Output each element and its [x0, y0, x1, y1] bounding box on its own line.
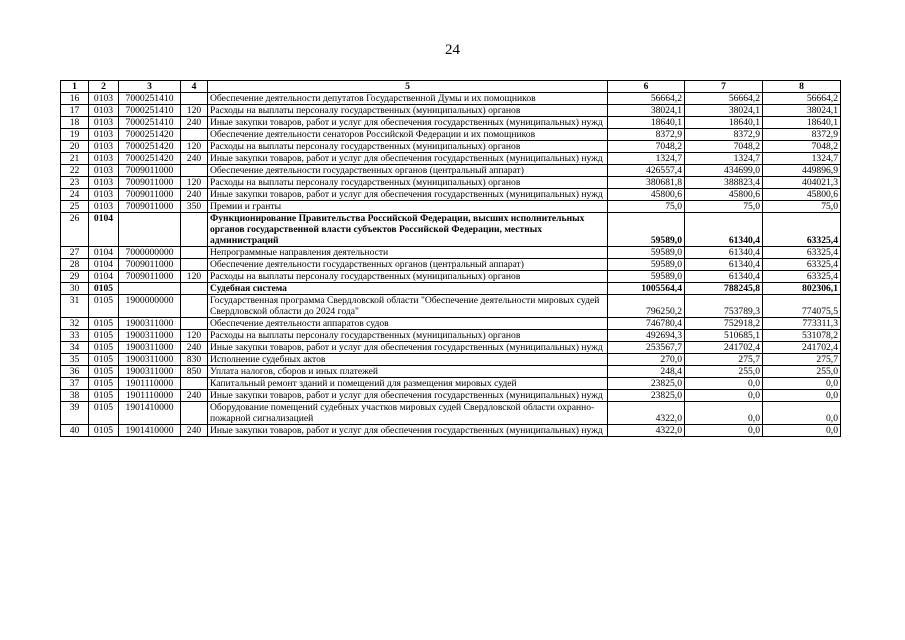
target-code: 1901110000: [119, 390, 181, 402]
table-row: [61, 390, 841, 402]
col-header: 5: [208, 81, 608, 93]
value-col6: 23825,0: [608, 390, 685, 402]
value-col6: 1005564,4: [608, 283, 685, 295]
item-name: Обеспечение деятельности депутатов Государственной Думы и их помощников: [208, 93, 608, 105]
table-row: [61, 330, 841, 342]
value-col6: 253567,7: [608, 342, 685, 354]
table-row: [61, 105, 841, 117]
target-code: 7009011000: [119, 271, 181, 283]
col-header: 3: [119, 81, 181, 93]
expense-type-code: 240: [181, 425, 208, 437]
section-code: 0105: [89, 366, 119, 378]
section-code: 0105: [89, 378, 119, 390]
value-col8: 63325,4: [763, 247, 841, 259]
value-col8: 38024,1: [763, 105, 841, 117]
target-code: 7000000000: [119, 247, 181, 259]
item-name: Обеспечение деятельности государственных органов (центральный аппарат): [208, 165, 608, 177]
table-row: [61, 213, 841, 247]
expense-type-code: 120: [181, 141, 208, 153]
item-name: Уплата налогов, сборов и иных платежей: [208, 366, 608, 378]
col-header: 4: [181, 81, 208, 93]
row-number: 19: [61, 129, 89, 141]
value-col8: 255,0: [763, 366, 841, 378]
header-row: [61, 81, 841, 93]
value-col7: 255,0: [685, 366, 763, 378]
value-col8: 1324,7: [763, 153, 841, 165]
expense-type-code: 240: [181, 390, 208, 402]
value-col7: 388823,4: [685, 177, 763, 189]
item-name: Оборудование помещений судебных участков мировых судей Свердловской области охранно-пожарной сигнализацией: [208, 402, 608, 425]
section-code: 0103: [89, 105, 119, 117]
target-code: [119, 283, 181, 295]
row-number: 28: [61, 259, 89, 271]
target-code: 7009011000: [119, 177, 181, 189]
section-code: 0105: [89, 342, 119, 354]
value-col7: 56664,2: [685, 93, 763, 105]
item-name: Иные закупки товаров, работ и услуг для обеспечения государственных (муниципальных) нужд: [208, 342, 608, 354]
target-code: 7009011000: [119, 165, 181, 177]
expense-type-code: [181, 93, 208, 105]
section-code: 0103: [89, 117, 119, 129]
row-number: 34: [61, 342, 89, 354]
row-number: 40: [61, 425, 89, 437]
row-number: 39: [61, 402, 89, 425]
expense-type-code: 120: [181, 271, 208, 283]
table-row: [61, 117, 841, 129]
expense-type-code: 850: [181, 366, 208, 378]
row-number: 31: [61, 295, 89, 318]
value-col6: 23825,0: [608, 378, 685, 390]
table-row: [61, 283, 841, 295]
value-col8: 773311,3: [763, 318, 841, 330]
section-code: 0105: [89, 318, 119, 330]
value-col8: 774075,5: [763, 295, 841, 318]
table-row: [61, 153, 841, 165]
table-row: [61, 259, 841, 271]
section-code: 0103: [89, 177, 119, 189]
value-col8: 0,0: [763, 402, 841, 425]
value-col6: 796250,2: [608, 295, 685, 318]
col-header: 8: [763, 81, 841, 93]
section-code: 0103: [89, 153, 119, 165]
target-code: 1901410000: [119, 402, 181, 425]
target-code: 7009011000: [119, 201, 181, 213]
section-code: 0104: [89, 247, 119, 259]
table-row: [61, 342, 841, 354]
section-code: 0105: [89, 283, 119, 295]
table-row: [61, 201, 841, 213]
target-code: 1901110000: [119, 378, 181, 390]
row-number: 24: [61, 189, 89, 201]
expense-type-code: [181, 283, 208, 295]
expense-type-code: 350: [181, 201, 208, 213]
item-name: Судебная система: [208, 283, 608, 295]
col-header: 7: [685, 81, 763, 93]
value-col7: 61340,4: [685, 213, 763, 247]
section-code: 0104: [89, 213, 119, 247]
target-code: 7000251420: [119, 141, 181, 153]
target-code: 1900311000: [119, 342, 181, 354]
value-col7: 7048,2: [685, 141, 763, 153]
value-col6: 59589,0: [608, 213, 685, 247]
value-col7: 75,0: [685, 201, 763, 213]
value-col6: 8372,9: [608, 129, 685, 141]
value-col7: 61340,4: [685, 259, 763, 271]
value-col7: 434699,0: [685, 165, 763, 177]
value-col7: 38024,1: [685, 105, 763, 117]
expense-type-code: [181, 165, 208, 177]
section-code: 0104: [89, 271, 119, 283]
item-name: Расходы на выплаты персоналу государственных (муниципальных) органов: [208, 271, 608, 283]
expense-type-code: 120: [181, 330, 208, 342]
expense-type-code: [181, 129, 208, 141]
table-row: [61, 402, 841, 425]
target-code: 7000251410: [119, 117, 181, 129]
target-code: 1900311000: [119, 366, 181, 378]
section-code: 0105: [89, 354, 119, 366]
row-number: 36: [61, 366, 89, 378]
col-header: 2: [89, 81, 119, 93]
value-col7: 753789,3: [685, 295, 763, 318]
table-row: [61, 189, 841, 201]
expense-type-code: 240: [181, 189, 208, 201]
table-row: [61, 271, 841, 283]
section-code: 0105: [89, 295, 119, 318]
target-code: 7000251410: [119, 93, 181, 105]
item-name: Расходы на выплаты персоналу государственных (муниципальных) органов: [208, 105, 608, 117]
value-col8: 63325,4: [763, 259, 841, 271]
expense-type-code: 240: [181, 342, 208, 354]
value-col8: 56664,2: [763, 93, 841, 105]
value-col8: 0,0: [763, 390, 841, 402]
item-name: Непрограммные направления деятельности: [208, 247, 608, 259]
item-name: Государственная программа Свердловской области "Обеспечение деятельности мировых судей Свердловской области до 2024 года": [208, 295, 608, 318]
value-col8: 449896,9: [763, 165, 841, 177]
value-col6: 492694,3: [608, 330, 685, 342]
expense-type-code: 830: [181, 354, 208, 366]
row-number: 30: [61, 283, 89, 295]
row-number: 33: [61, 330, 89, 342]
item-name: Обеспечение деятельности сенаторов Российской Федерации и их помощников: [208, 129, 608, 141]
value-col6: 248,4: [608, 366, 685, 378]
value-col7: 0,0: [685, 378, 763, 390]
value-col8: 404021,3: [763, 177, 841, 189]
item-name: Расходы на выплаты персоналу государственных (муниципальных) органов: [208, 177, 608, 189]
row-number: 20: [61, 141, 89, 153]
table-row: [61, 141, 841, 153]
value-col7: 275,7: [685, 354, 763, 366]
item-name: Капитальный ремонт зданий и помещений для размещения мировых судей: [208, 378, 608, 390]
page-number: 24: [445, 42, 460, 58]
item-name: Обеспечение деятельности аппаратов судов: [208, 318, 608, 330]
target-code: 1901410000: [119, 425, 181, 437]
value-col7: 0,0: [685, 390, 763, 402]
value-col7: 45800,6: [685, 189, 763, 201]
expense-type-code: 120: [181, 177, 208, 189]
table-row: [61, 378, 841, 390]
item-name: Иные закупки товаров, работ и услуг для обеспечения государственных (муниципальных) нужд: [208, 153, 608, 165]
target-code: 1900311000: [119, 318, 181, 330]
expense-type-code: [181, 213, 208, 247]
value-col8: 0,0: [763, 425, 841, 437]
table-row: [61, 318, 841, 330]
value-col6: 45800,6: [608, 189, 685, 201]
item-name: Обеспечение деятельности государственных органов (центральный аппарат): [208, 259, 608, 271]
section-code: 0104: [89, 259, 119, 271]
target-code: 1900311000: [119, 354, 181, 366]
value-col8: 0,0: [763, 378, 841, 390]
value-col7: 61340,4: [685, 247, 763, 259]
row-number: 18: [61, 117, 89, 129]
value-col8: 802306,1: [763, 283, 841, 295]
row-number: 23: [61, 177, 89, 189]
row-number: 16: [61, 93, 89, 105]
row-number: 22: [61, 165, 89, 177]
budget-table: [60, 80, 841, 437]
item-name: Функционирование Правительства Российской Федерации, высших исполнительных органов государственной власти субъектов Российской Федерации, местных администраций: [208, 213, 608, 247]
value-col6: 59589,0: [608, 247, 685, 259]
value-col6: 18640,1: [608, 117, 685, 129]
value-col8: 63325,4: [763, 271, 841, 283]
section-code: 0103: [89, 141, 119, 153]
value-col6: 426557,4: [608, 165, 685, 177]
value-col7: 18640,1: [685, 117, 763, 129]
target-code: 7000251420: [119, 129, 181, 141]
value-col6: 59589,0: [608, 259, 685, 271]
row-number: 25: [61, 201, 89, 213]
expense-type-code: [181, 378, 208, 390]
expense-type-code: [181, 259, 208, 271]
value-col6: 38024,1: [608, 105, 685, 117]
row-number: 27: [61, 247, 89, 259]
value-col6: 746780,4: [608, 318, 685, 330]
table-row: [61, 425, 841, 437]
expense-type-code: [181, 247, 208, 259]
section-code: 0105: [89, 402, 119, 425]
expense-type-code: 240: [181, 117, 208, 129]
section-code: 0105: [89, 330, 119, 342]
section-code: 0103: [89, 129, 119, 141]
value-col8: 241702,4: [763, 342, 841, 354]
item-name: Иные закупки товаров, работ и услуг для обеспечения государственных (муниципальных) нужд: [208, 425, 608, 437]
expense-type-code: [181, 295, 208, 318]
value-col8: 7048,2: [763, 141, 841, 153]
target-code: 7009011000: [119, 189, 181, 201]
value-col7: 1324,7: [685, 153, 763, 165]
value-col8: 275,7: [763, 354, 841, 366]
section-code: 0103: [89, 165, 119, 177]
section-code: 0105: [89, 425, 119, 437]
table-row: [61, 129, 841, 141]
value-col6: 4322,0: [608, 402, 685, 425]
expense-type-code: 120: [181, 105, 208, 117]
value-col7: 752918,2: [685, 318, 763, 330]
table-row: [61, 247, 841, 259]
item-name: Исполнение судебных актов: [208, 354, 608, 366]
value-col7: 788245,8: [685, 283, 763, 295]
row-number: 17: [61, 105, 89, 117]
target-code: 7000251410: [119, 105, 181, 117]
value-col7: 0,0: [685, 402, 763, 425]
table-row: [61, 165, 841, 177]
section-code: 0103: [89, 93, 119, 105]
value-col7: 61340,4: [685, 271, 763, 283]
row-number: 29: [61, 271, 89, 283]
item-name: Премии и гранты: [208, 201, 608, 213]
value-col6: 56664,2: [608, 93, 685, 105]
value-col8: 75,0: [763, 201, 841, 213]
row-number: 35: [61, 354, 89, 366]
value-col8: 63325,4: [763, 213, 841, 247]
row-number: 21: [61, 153, 89, 165]
row-number: 37: [61, 378, 89, 390]
expense-type-code: [181, 318, 208, 330]
value-col6: 59589,0: [608, 271, 685, 283]
value-col8: 18640,1: [763, 117, 841, 129]
item-name: Иные закупки товаров, работ и услуг для обеспечения государственных (муниципальных) нужд: [208, 390, 608, 402]
value-col6: 7048,2: [608, 141, 685, 153]
table-row: [61, 177, 841, 189]
item-name: Иные закупки товаров, работ и услуг для обеспечения государственных (муниципальных) нужд: [208, 189, 608, 201]
target-code: [119, 213, 181, 247]
value-col7: 8372,9: [685, 129, 763, 141]
target-code: 7009011000: [119, 259, 181, 271]
target-code: 1900311000: [119, 330, 181, 342]
section-code: 0103: [89, 201, 119, 213]
row-number: 38: [61, 390, 89, 402]
item-name: Расходы на выплаты персоналу государственных (муниципальных) органов: [208, 141, 608, 153]
value-col6: 4322,0: [608, 425, 685, 437]
expense-type-code: [181, 402, 208, 425]
value-col8: 45800,6: [763, 189, 841, 201]
value-col6: 75,0: [608, 201, 685, 213]
value-col6: 1324,7: [608, 153, 685, 165]
col-header: 1: [61, 81, 89, 93]
table-row: [61, 93, 841, 105]
value-col8: 531078,2: [763, 330, 841, 342]
table-row: [61, 295, 841, 318]
value-col6: 380681,8: [608, 177, 685, 189]
item-name: Расходы на выплаты персоналу государственных (муниципальных) органов: [208, 330, 608, 342]
col-header: 6: [608, 81, 685, 93]
section-code: 0105: [89, 390, 119, 402]
target-code: 1900000000: [119, 295, 181, 318]
value-col7: 241702,4: [685, 342, 763, 354]
row-number: 26: [61, 213, 89, 247]
item-name: Иные закупки товаров, работ и услуг для обеспечения государственных (муниципальных) нужд: [208, 117, 608, 129]
table-row: [61, 354, 841, 366]
value-col7: 510685,1: [685, 330, 763, 342]
row-number: 32: [61, 318, 89, 330]
table-row: [61, 366, 841, 378]
value-col7: 0,0: [685, 425, 763, 437]
value-col8: 8372,9: [763, 129, 841, 141]
section-code: 0103: [89, 189, 119, 201]
expense-type-code: 240: [181, 153, 208, 165]
target-code: 7000251420: [119, 153, 181, 165]
value-col6: 270,0: [608, 354, 685, 366]
